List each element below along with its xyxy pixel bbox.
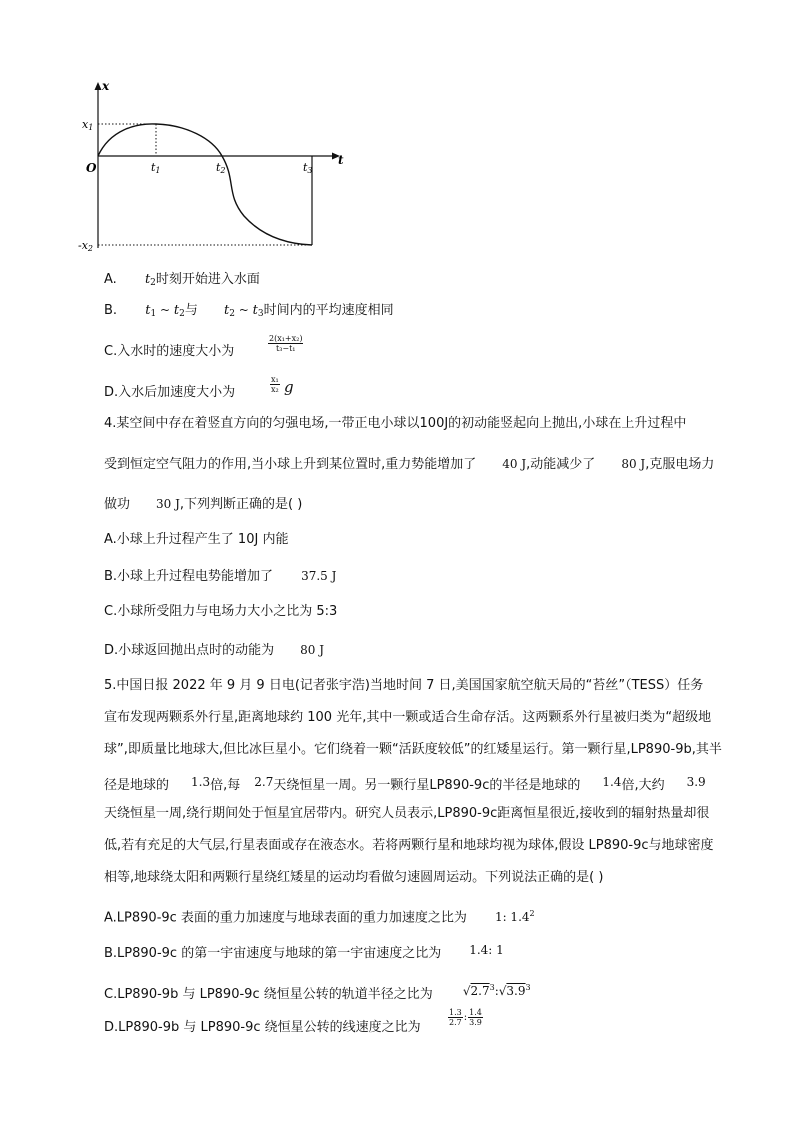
q4-option-a: A.小球上升过程产生了 10J 内能 xyxy=(104,532,289,547)
t3-label: t3 xyxy=(303,161,313,175)
fraction-numerator: x₁ xyxy=(271,375,279,384)
fraction-numerator: 2(x₁+x₂) xyxy=(269,334,303,343)
q5-option-c: C.LP890-9b 与 LP890-9c 绕恒星公转的轨道半径之比为 $√2.7^3:√3.9^3$ xyxy=(104,983,531,1002)
q4-option-c: C.小球所受阻力与电场力大小之比为 5:3 xyxy=(104,604,338,619)
fraction-denominator: x₂ xyxy=(271,385,279,394)
q3-option-b: B. t1 ~ t2与 t2 ~ t3时间内的平均速度相同 xyxy=(104,303,394,319)
q5-line2: 宣布发现两颗系外行星,距离地球约 100 光年,其中一颗或适合生命存活。这两颗系外行星被归类为“超级地 xyxy=(104,710,712,725)
q5-option-d-ratio: $\frac{1.3}{2.7}$ : $\frac{1.4}{3.9}$ xyxy=(449,1008,482,1027)
y-axis-arrow xyxy=(95,82,102,90)
q5-option-a: A.LP890-9c 表面的重力加速度与地球表面的重力加速度之比为 1: $1.4^2$ xyxy=(104,909,535,926)
t1-label: t1 xyxy=(151,161,161,175)
q3-option-d: D.入水后加速度大小为 xyxy=(104,385,236,400)
q4-option-b: B.小球上升过程电势能增加了 37.5 J xyxy=(104,569,337,584)
neg-x2-label: -x2 xyxy=(78,239,94,253)
q3-option-c: C.入水时的速度大小为 xyxy=(104,344,235,359)
q4-line2: 受到恒定空气阻力的作用,当小球上升到某位置时,重力势能增加了 40 J,动能减少了 80 J,克服电场力 xyxy=(104,457,715,472)
fraction-numerator: 1.3 xyxy=(449,1008,462,1017)
x-axis-label: t xyxy=(338,153,344,167)
q5-line6: 低,若有充足的大气层,行星表面或存在液态水。若将两颗行星和地球均视为球体,假设 LP890-9c与地球密度 xyxy=(104,838,714,853)
q5-line1: 5.中国日报 2022 年 9 月 9 日电(记者张宇浩)当地时间 7 日,美国国家航空航天局的“苔丝”（TESS）任务 xyxy=(104,678,704,693)
q5-line4: 径是地球的 1.3倍,每 2.7天绕恒星一周。另一颗行星LP890-9c的半径是地球的 1.4倍,大约 3.9 xyxy=(104,775,706,793)
q4-line3: 做功 30 J,下列判断正确的是( ) xyxy=(104,497,303,512)
t2-label: t2 xyxy=(216,161,226,175)
q4-line1: 4.某空间中存在着竖直方向的匀强电场,一带正电小球以100J的初动能竖起向上抛出,小球在上升过程中 xyxy=(104,416,687,431)
q5-line3: 球”,即质量比地球大,但比冰巨星小。它们绕着一颗“活跃度较低”的红矮星运行。第一颗行星,LP890-9b,其半 xyxy=(104,742,722,757)
q3-option-d-fraction xyxy=(270,375,280,394)
fraction-denominator: 2.7 xyxy=(449,1018,462,1027)
fraction-denominator: 3.9 xyxy=(469,1018,482,1027)
displacement-curve xyxy=(98,124,312,245)
q3-option-c-fraction xyxy=(268,334,303,353)
origin-label: O xyxy=(86,161,97,175)
motion-graph xyxy=(74,78,364,258)
q5-line7: 相等,地球绕太阳和两颗行星绕红矮星的运动均看做匀速圆周运动。下列说法正确的是( ) xyxy=(104,870,604,885)
q5-option-b: B.LP890-9c 的第一宇宙速度与地球的第一宇宙速度之比为 1.4: 1 xyxy=(104,943,504,961)
y-axis-label: x xyxy=(102,79,110,93)
q5-option-d: D.LP890-9b 与 LP890-9c 绕恒星公转的线速度之比为 xyxy=(104,1020,421,1035)
q5-line5: 天绕恒星一周,绕行期间处于恒星宜居带内。研究人员表示,LP890-9c距离恒星很近,接收到的辐射热量却很 xyxy=(104,806,710,821)
q4-option-d: D.小球返回抛出点时的动能为 80 J xyxy=(104,643,325,658)
q3-option-d-g: g xyxy=(284,378,294,396)
q3-option-a: A. t2时刻开始进入水面 xyxy=(104,272,260,288)
x1-label: x1 xyxy=(82,118,94,132)
fraction-numerator: 1.4 xyxy=(469,1008,482,1017)
fraction-denominator: t₃−t₁ xyxy=(275,344,296,353)
